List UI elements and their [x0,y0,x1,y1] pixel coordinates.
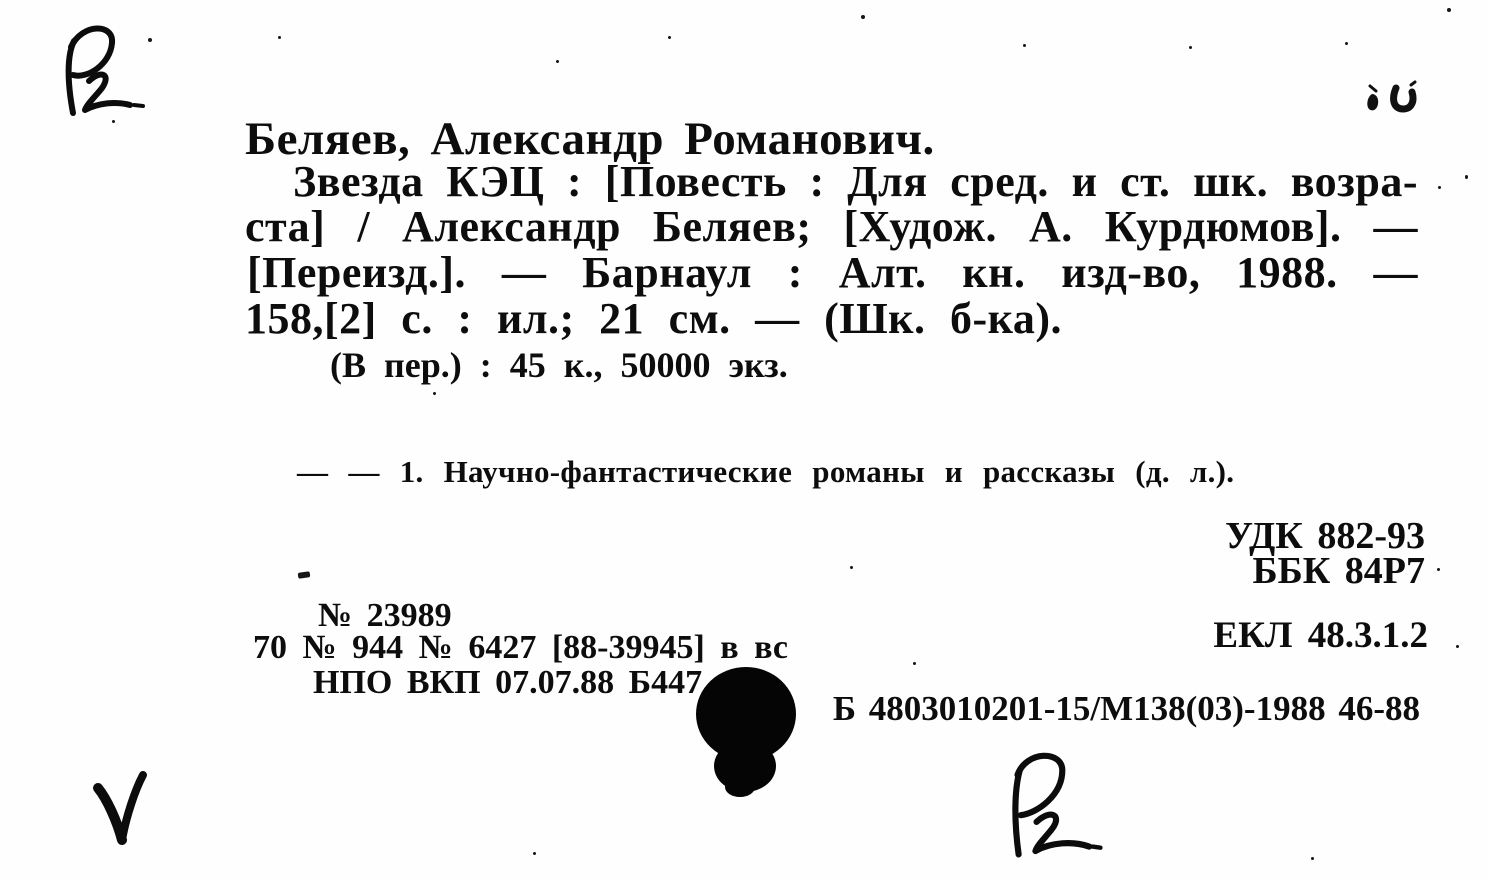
scan-speck [861,15,865,19]
scan-speck [112,120,115,123]
order-numbers: 70 № 944 № 6427 [88-39945] в вс [253,629,789,666]
scan-speck [1438,186,1441,189]
description-line: Звезда КЭЦ : [Повесть : Для сред. и ст. шк. возра- [293,157,1418,206]
scan-speck [533,852,536,855]
scan-speck [1437,568,1440,571]
accession-number: № 23989 [318,597,452,634]
scan-speck [1023,44,1026,47]
scan-speck [668,36,671,39]
scan-speck [1447,8,1451,12]
bbk-number: ББК 84Р7 [1252,550,1425,592]
faint-70-mark [1358,76,1430,124]
description-line: 158,[2] с. : ил.; 21 см. — (Шк. б-ка). [245,294,1062,343]
description-line: [Переизд.]. — Барнаул : Алт. кн. изд-во, 1988. — [247,248,1418,297]
scan-speck [850,566,853,569]
pencil-dash-mark [298,571,311,579]
scan-speck [148,38,152,42]
ekl-number: ЕКЛ 48.3.1.2 [1213,615,1428,656]
handwritten-p2-mark-bottom [983,748,1108,860]
scan-speck [1456,645,1459,648]
scan-speck [556,60,559,63]
scan-speck [433,392,436,395]
udk-number: УДК 882-93 [1225,515,1425,557]
binding-price-note: (В пер.) : 45 к., 50000 экз. [330,345,788,385]
subject-entry: — — 1. Научно-фантастические романы и рассказы (д. л.). [297,454,1235,489]
scan-speck [913,662,916,665]
description-line: ста] / Александр Беляев; [Худож. А. Курдюмов]. — [245,202,1418,251]
scan-speck [278,36,281,39]
handwritten-checkmark [85,768,155,850]
processing-stamp: НПО ВКП 07.07.88 Б447 [313,664,703,701]
author-heading: Беляев, Александр Романович. [245,113,935,165]
ink-blot [690,664,805,799]
scan-speck [1345,42,1348,45]
handwritten-p2-mark-top-left [40,14,150,124]
scan-speck [1465,175,1468,179]
scan-speck [1311,857,1314,860]
catalog-index: Б 4803010201-15/М138(03)-1988 46-88 [832,689,1420,728]
scan-speck [1189,46,1192,49]
